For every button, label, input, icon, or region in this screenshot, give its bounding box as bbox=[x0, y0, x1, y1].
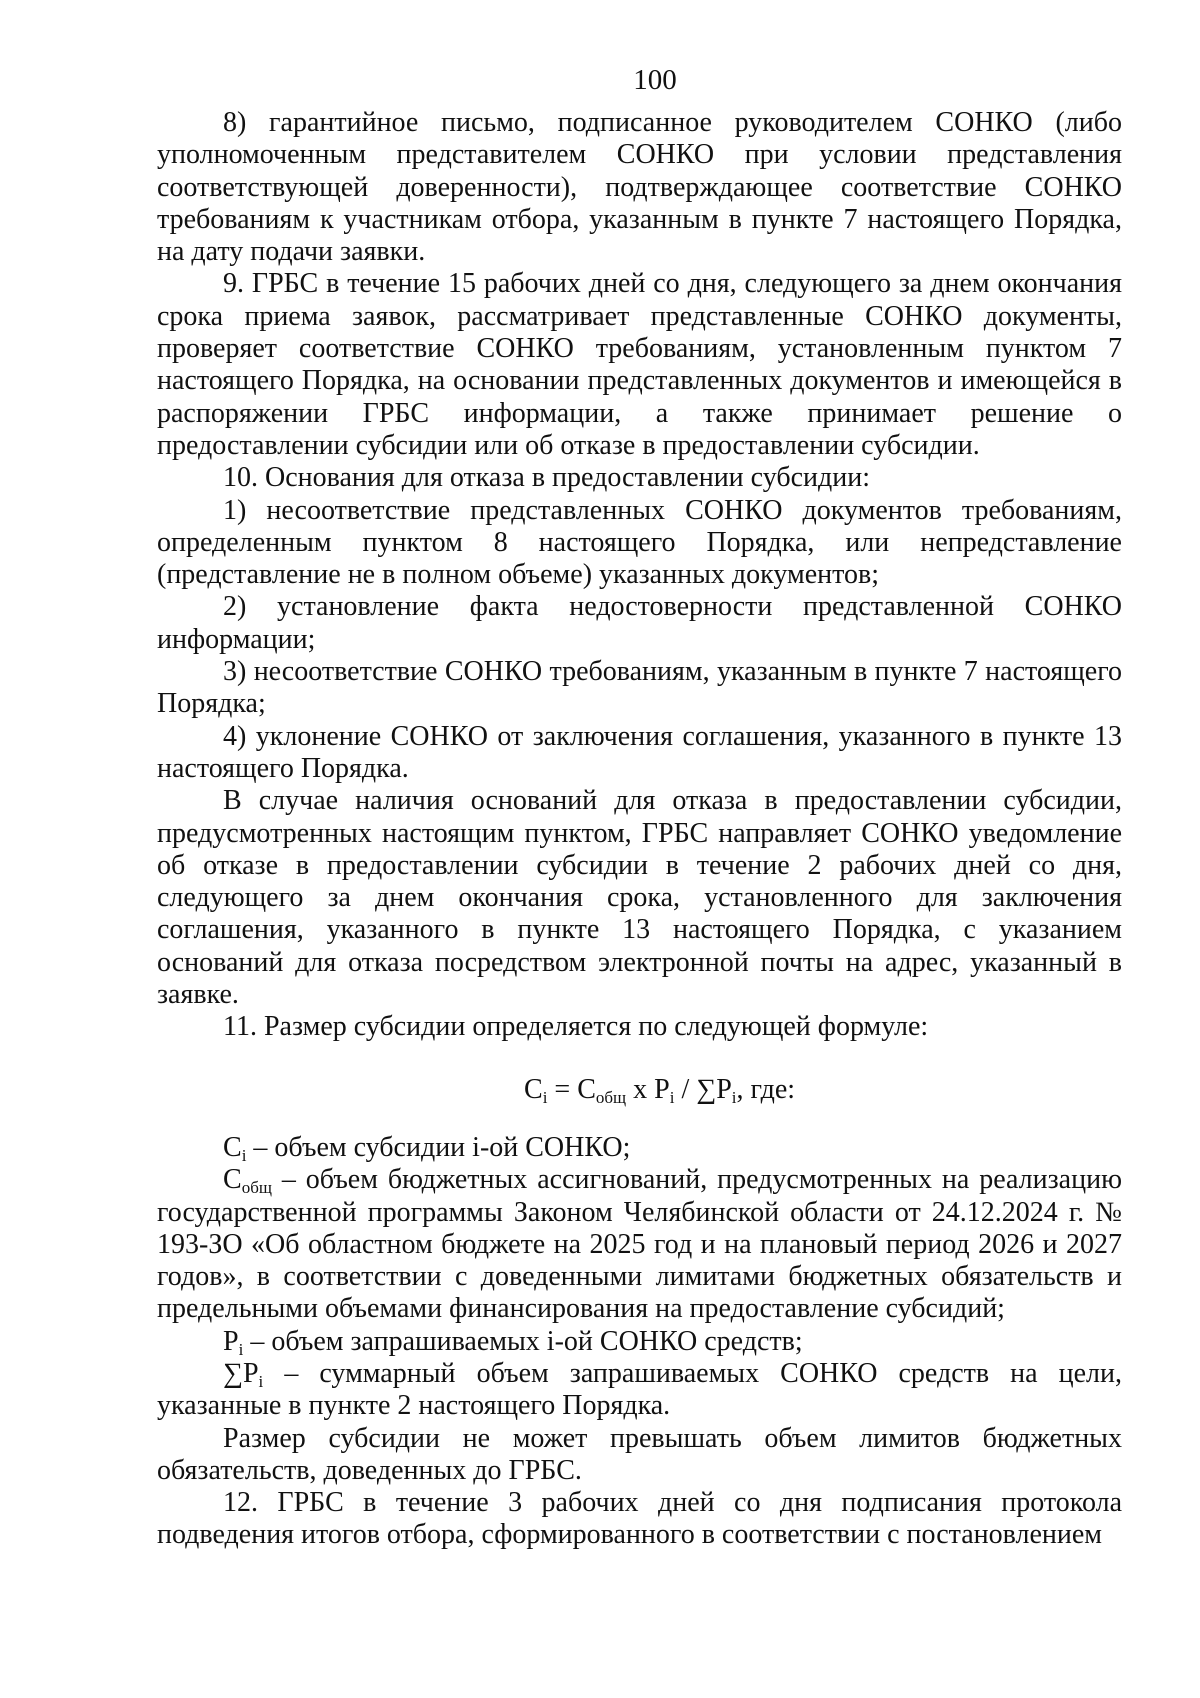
definition-c-total-text: – объем бюджетных ассигнований, предусмотренных на реализацию государственной программы Законом Челябинской области от 24.12.2024 г. № 193-ЗО «Об областном бюджете на 2025 год и на плановый период 2026 и 2027 годов», в соответствии с доведенными лимитами бюджетных обязательств и предельными объемами финансирования на предоставление субсидий; bbox=[157, 1164, 1122, 1325]
symbol-p: P bbox=[223, 1325, 239, 1357]
formula-c-total: C bbox=[577, 1073, 596, 1105]
formula-multiply: x bbox=[626, 1073, 655, 1105]
page-number: 100 bbox=[633, 64, 677, 96]
formula-p: P bbox=[654, 1073, 670, 1105]
subsidy-formula bbox=[157, 1074, 1122, 1106]
formula-c: C bbox=[524, 1073, 543, 1105]
formula-tail: , где: bbox=[736, 1073, 796, 1105]
definition-sum-pi-text: – суммарный объем запрашиваемых СОНКО средств на цели, указанные в пункте 2 настоящего Порядка. bbox=[157, 1357, 1122, 1422]
formula-c-total-index: общ bbox=[595, 1087, 627, 1107]
symbol-sum-p: ∑P bbox=[223, 1357, 259, 1389]
definition-sum-pi bbox=[157, 1358, 1122, 1423]
symbol-c: C bbox=[223, 1131, 242, 1163]
paragraph-item-8: 8) гарантийное письмо, подписанное руководителем СОНКО (либо уполномоченным представителем СОНКО при условии представления соответствующей доверенности), подтверждающее соответствие СОНКО требованиям к участникам отбора, указанным в пункте 7 настоящего Порядка, на дату подачи заявки. bbox=[157, 107, 1122, 268]
paragraph-clause-10: 10. Основания для отказа в предоставлении субсидии: bbox=[223, 462, 871, 494]
paragraph-reason-4: 4) уклонение СОНКО от заключения соглашения, указанного в пункте 13 настоящего Порядка. bbox=[157, 720, 1122, 784]
symbol-c-index: i bbox=[241, 1145, 247, 1165]
symbol-c-total: C bbox=[223, 1164, 242, 1196]
paragraph-reason-1: 1) несоответствие представленных СОНКО документов требованиям, определенным пунктом 8 настоящего Порядка, или непредставление (представление не в полном объеме) указанных документов; bbox=[157, 494, 1122, 591]
definition-pi bbox=[157, 1326, 1122, 1358]
paragraph-clause-11: 11. Размер субсидии определяется по следующей формуле: bbox=[223, 1011, 929, 1043]
formula-eq: = bbox=[547, 1073, 578, 1105]
definition-c-total bbox=[157, 1164, 1122, 1325]
paragraph-refusal-notice: В случае наличия оснований для отказа в предоставлении субсидии, предусмотренных настоящим пунктом, ГРБС направляет СОНКО уведомление об отказе в предоставлении субсидии в течение 2 рабочих дней со дня, следующего за днем окончания срока, установленного для заключения соглашения, указанного в пункте 13 настоящего Порядка, с указанием оснований для отказа посредством электронной почты на адрес, указанный в заявке. bbox=[157, 785, 1122, 1011]
symbol-sum-p-index: i bbox=[258, 1371, 264, 1391]
paragraph-reason-3: 3) несоответствие СОНКО требованиям, указанным в пункте 7 настоящего Порядка; bbox=[157, 656, 1122, 720]
formula-c-index: i bbox=[542, 1087, 548, 1107]
symbol-c-total-index: общ bbox=[241, 1178, 272, 1198]
definition-ci bbox=[157, 1132, 1122, 1164]
paragraph-clause-9: 9. ГРБС в течение 15 рабочих дней со дня, следующего за днем окончания срока приема заявок, рассматривает представленные СОНКО документы, проверяет соответствие СОНКО требованиям, установленным пунктом 7 настоящего Порядка, на основании представленных документов и имеющейся в распоряжении ГРБС информации, а также принимает решение о предоставлении субсидии или об отказе в предоставлении субсидии. bbox=[157, 268, 1122, 461]
paragraph-clause-12: 12. ГРБС в течение 3 рабочих дней со дня подписания протокола подведения итогов отбора, сформированного в соответствии с постановлением bbox=[157, 1487, 1122, 1551]
paragraph-limit: Размер субсидии не может превышать объем лимитов бюджетных обязательств, доведенных до ГРБС. bbox=[157, 1422, 1122, 1486]
formula-p-index: i bbox=[669, 1087, 675, 1107]
definition-pi-text: – объем запрашиваемых i-ой СОНКО средств; bbox=[250, 1325, 803, 1357]
document-body bbox=[157, 107, 1122, 1552]
formula-sum-p: ∑P bbox=[696, 1073, 732, 1105]
formula-sum-p-index: i bbox=[731, 1087, 737, 1107]
definition-ci-text: – объем субсидии i-ой СОНКО; bbox=[253, 1131, 631, 1163]
symbol-p-index: i bbox=[238, 1339, 244, 1359]
paragraph-reason-2: 2) установление факта недостоверности представленной СОНКО информации; bbox=[157, 591, 1122, 655]
formula-slash: / bbox=[674, 1073, 697, 1105]
